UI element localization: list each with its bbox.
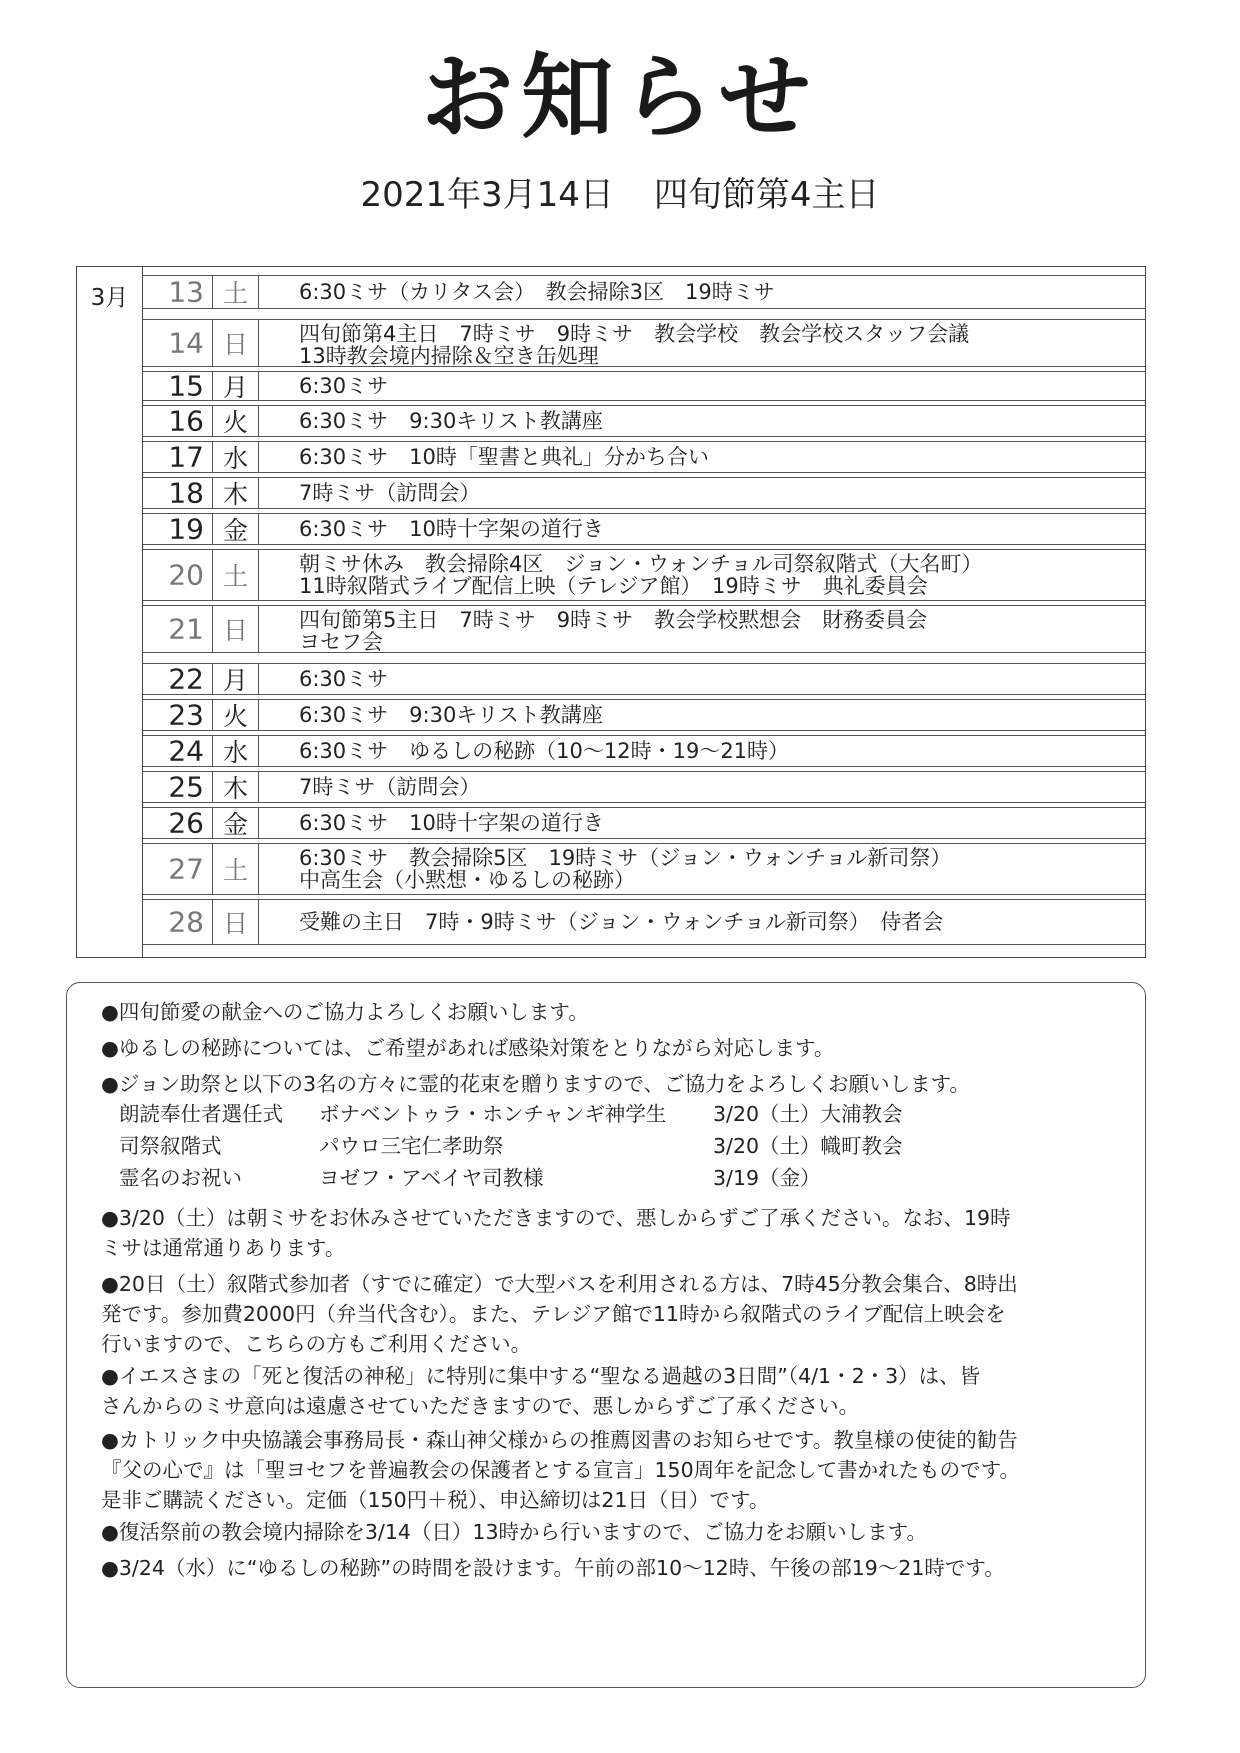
schedule-events [299, 372, 1137, 400]
notice-triduum: ●イエスさまの「死と復活の神秘」に特別に集中する“聖なる過越の3日間”（4/1・2・3）は、皆 さんからのミサ意向は遠慮させていただきますので、悪しからずご了承ください。 [101, 1364, 981, 1418]
schedule-row [143, 807, 1145, 839]
schedule-events [299, 772, 1137, 802]
schedule-day: 26 [143, 808, 213, 838]
gift-event: 霊名のお祝い [119, 1166, 242, 1190]
schedule-day: 23 [143, 700, 213, 730]
schedule-table [76, 266, 1146, 958]
schedule-day: 16 [143, 406, 213, 436]
event-line: 13時教会境内掃除＆空き缶処理 [299, 344, 599, 368]
schedule-weekday: 土 [213, 844, 259, 894]
schedule-row [143, 605, 1145, 653]
notice-book: ●カトリック中央協議会事務局長・森山神父様からの推薦図書のお知らせです。教皇様の使徒的勧告 『父の心で』は「聖ヨセフを普遍教会の保護者とする宣言」150周年を記念して書かれたものです。 是非ご購読ください。定価（150円＋税）、申込締切は21日（日）です。 [101, 1428, 1020, 1512]
schedule-row [143, 735, 1145, 767]
schedule-day: 17 [143, 442, 213, 472]
schedule-row [143, 513, 1145, 545]
notice-morning-mass: ●3/20（土）は朝ミサをお休みさせていただきますので、悪しからずご了承ください。なお、19時 ミサは通常通りあります。 [101, 1206, 1011, 1260]
event-line: ヨセフ会 [299, 630, 383, 654]
schedule-row [143, 441, 1145, 473]
event-line: 四旬節第4主日 7時ミサ 9時ミサ 教会学校 教会学校スタッフ会議 [299, 322, 970, 346]
schedule-day: 22 [143, 664, 213, 694]
schedule-day: 18 [143, 478, 213, 508]
schedule-events [299, 406, 1137, 436]
schedule-events [299, 664, 1137, 694]
schedule-day: 19 [143, 514, 213, 544]
page-title: お知らせ [421, 44, 819, 151]
event-line: 6:30ミサ 教会掃除5区 19時ミサ（ジョン・ウォンチョル新司祭） [299, 846, 952, 870]
schedule-events [299, 844, 1137, 894]
schedule-row [143, 899, 1145, 945]
schedule-row [143, 405, 1145, 437]
schedule-weekday: 金 [213, 808, 259, 838]
event-line: 6:30ミサ 10時「聖書と典礼」分かち合い [299, 445, 709, 469]
event-line: 6:30ミサ [299, 374, 389, 398]
event-line: 6:30ミサ [299, 667, 389, 691]
schedule-day: 13 [143, 276, 213, 308]
schedule-weekday: 日 [213, 606, 259, 652]
event-line: 受難の主日 7時・9時ミサ（ジョン・ウォンチョル新司祭） 侍者会 [299, 910, 944, 934]
schedule-row [143, 319, 1145, 367]
gift-event: 司祭叙階式 [119, 1134, 222, 1158]
schedule-events [299, 736, 1137, 766]
schedule-day: 28 [143, 900, 213, 944]
gift-when: 3/20（土）幟町教会 [713, 1134, 903, 1158]
schedule-row [143, 699, 1145, 731]
schedule-weekday: 土 [213, 276, 259, 308]
schedule-row [143, 549, 1145, 601]
schedule-day: 27 [143, 844, 213, 894]
schedule-weekday: 木 [213, 772, 259, 802]
schedule-row [143, 371, 1145, 401]
schedule-events [299, 550, 1137, 600]
schedule-events [299, 276, 1137, 308]
schedule-events [299, 320, 1137, 366]
schedule-weekday: 土 [213, 550, 259, 600]
gift-when: 3/19（金） [713, 1166, 821, 1190]
schedule-row [143, 477, 1145, 509]
schedule-weekday: 月 [213, 664, 259, 694]
schedule-rows [143, 267, 1145, 957]
schedule-weekday: 月 [213, 372, 259, 400]
schedule-weekday: 日 [213, 900, 259, 944]
notice-cleaning: ●復活祭前の教会境内掃除を3/14（日）13時から行いますので、ご協力をお願いします。 [101, 1520, 927, 1544]
gift-event: 朗読奉仕者選任式 [119, 1102, 283, 1126]
schedule-day: 25 [143, 772, 213, 802]
schedule-events [299, 478, 1137, 508]
gift-when: 3/20（土）大浦教会 [713, 1102, 903, 1126]
schedule-weekday: 金 [213, 514, 259, 544]
event-line: 6:30ミサ 10時十字架の道行き [299, 811, 604, 835]
schedule-day: 14 [143, 320, 213, 366]
schedule-weekday: 火 [213, 406, 259, 436]
subtitle-date: 2021年3月14日 [360, 175, 614, 215]
subtitle-occasion: 四旬節第4主日 [653, 175, 880, 215]
schedule-row [143, 843, 1145, 895]
schedule-events [299, 514, 1137, 544]
schedule-weekday: 日 [213, 320, 259, 366]
schedule-month: 3月 [77, 267, 143, 957]
notice-confession-hours: ●3/24（水）に“ゆるしの秘跡”の時間を設けます。午前の部10～12時、午後の部19～21時です。 [101, 1556, 1005, 1580]
notice-ordination-bus: ●20日（土）叙階式参加者（すでに確定）で大型バスを利用される方は、7時45分教会集合、8時出 発です。参加費2000円（弁当代含む）。また、テレジア館で11時から叙階式のライブ配信上映会を 行いますので、こちらの方もご利用ください。 [101, 1272, 1018, 1356]
event-line: 6:30ミサ 10時十字架の道行き [299, 517, 604, 541]
schedule-row [143, 663, 1145, 695]
event-line: 四旬節第5主日 7時ミサ 9時ミサ 教会学校黙想会 財務委員会 [299, 608, 928, 632]
schedule-weekday: 水 [213, 736, 259, 766]
schedule-weekday: 火 [213, 700, 259, 730]
event-line: 11時叙階式ライブ配信上映（テレジア館） 19時ミサ 典礼委員会 [299, 574, 928, 598]
schedule-events [299, 442, 1137, 472]
schedule-day: 24 [143, 736, 213, 766]
event-line: 6:30ミサ 9:30キリスト教講座 [299, 409, 603, 433]
notice-spiritual-bouquet: ●ジョン助祭と以下の3名の方々に霊的花束を贈りますので、ご協力をよろしくお願いします。 [101, 1072, 970, 1096]
event-line: 6:30ミサ ゆるしの秘跡（10～12時・19～21時） [299, 739, 790, 763]
schedule-day: 20 [143, 550, 213, 600]
schedule-day: 15 [143, 372, 213, 400]
schedule-weekday: 木 [213, 478, 259, 508]
notice-offering: ●四旬節愛の献金へのご協力よろしくお願いします。 [101, 1000, 589, 1024]
schedule-day: 21 [143, 606, 213, 652]
gift-person: ヨゼフ・アベイヤ司教様 [319, 1166, 544, 1190]
page-subtitle [0, 175, 1240, 215]
schedule-row [143, 275, 1145, 309]
schedule-events [299, 808, 1137, 838]
notices-box [66, 982, 1146, 1688]
schedule-row [143, 771, 1145, 803]
schedule-events [299, 700, 1137, 730]
gift-person: ボナベントゥラ・ホンチャンギ神学生 [319, 1102, 667, 1126]
event-line: 7時ミサ（訪問会） [299, 775, 481, 799]
notice-reconciliation: ●ゆるしの秘跡については、ご希望があれば感染対策をとりながら対応します。 [101, 1036, 835, 1060]
gift-person: パウロ三宅仁孝助祭 [319, 1134, 504, 1158]
schedule-events [299, 900, 1137, 944]
event-line: 7時ミサ（訪問会） [299, 481, 481, 505]
event-line: 6:30ミサ（カリタス会） 教会掃除3区 19時ミサ [299, 280, 775, 304]
event-line: 6:30ミサ 9:30キリスト教講座 [299, 703, 603, 727]
schedule-weekday: 水 [213, 442, 259, 472]
event-line: 中高生会（小黙想・ゆるしの秘跡） [299, 868, 635, 892]
event-line: 朝ミサ休み 教会掃除4区 ジョン・ウォンチョル司祭叙階式（大名町） [299, 552, 983, 576]
schedule-events [299, 606, 1137, 652]
